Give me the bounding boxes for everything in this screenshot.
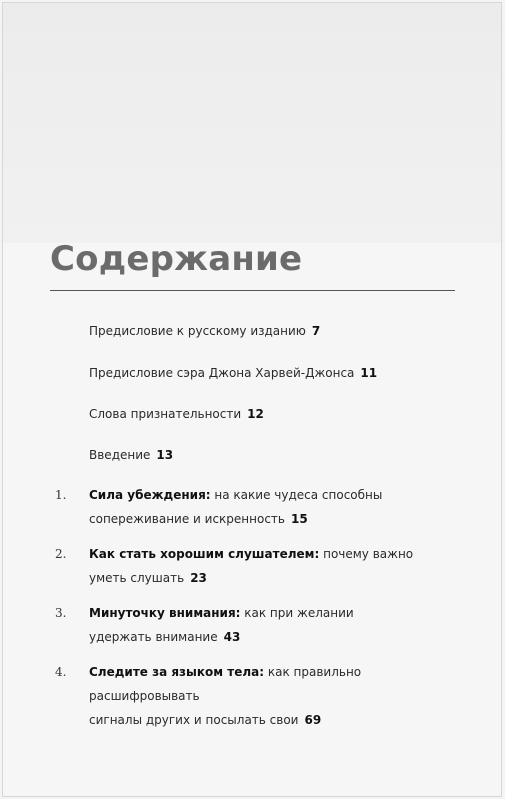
- toc-entry-text: [89, 361, 419, 385]
- chapter-subtitle-line1: почему важно: [319, 547, 414, 561]
- chapter-title: Как стать хорошим слушателем:: [89, 547, 320, 561]
- chapter-number: 3.: [55, 606, 67, 620]
- toc-page-number: 23: [190, 571, 207, 585]
- toc-page-number: 11: [360, 366, 378, 380]
- toc-page-number: 7: [311, 324, 321, 338]
- toc-page-number: 13: [156, 448, 174, 462]
- chapter-subtitle-line2: уметь слушать: [89, 571, 185, 585]
- toc-entry-text: [89, 483, 419, 531]
- page-title: Содержание: [50, 239, 303, 279]
- chapter-subtitle-line1: как правильно расшифровывать: [89, 665, 362, 703]
- toc-page-number: 43: [223, 630, 241, 644]
- toc-entry-title: Введение: [89, 448, 151, 462]
- toc-entry-title: Предисловие к русскому изданию: [89, 324, 306, 338]
- chapter-subtitle-line2: сигналы других и посылать свои: [89, 713, 299, 727]
- toc-entry-text: [89, 660, 419, 732]
- chapter-subtitle-line1: как при желании: [240, 606, 354, 620]
- chapter-title: Минуточку внимания:: [89, 606, 241, 620]
- chapter-subtitle-line2: удержать внимание: [89, 630, 218, 644]
- chapter-number: 4.: [55, 665, 67, 679]
- chapter-subtitle-line2: сопереживание и искренность: [89, 512, 285, 526]
- chapter-title: Сила убеждения:: [89, 488, 211, 502]
- chapter-number: 2.: [55, 547, 67, 561]
- chapter-subtitle-line1: на какие чудеса способны: [210, 488, 383, 502]
- toc-entry-text: [89, 402, 419, 426]
- toc-entry-text: [89, 319, 419, 343]
- toc-page-number: 15: [291, 512, 308, 526]
- toc-entry-text: [89, 601, 419, 649]
- toc-page-number: 12: [247, 407, 264, 421]
- toc-entry-text: [89, 443, 419, 467]
- chapter-title: Следите за языком тела:: [89, 665, 265, 679]
- toc-page-number: 69: [304, 713, 322, 727]
- toc-entry-title: Слова признательности: [89, 407, 242, 421]
- toc-entry-text: [89, 542, 419, 590]
- table-of-contents: [3, 3, 501, 796]
- toc-entry-title: Предисловие сэра Джона Харвей-Джонса: [89, 366, 355, 380]
- chapter-number: 1.: [55, 488, 67, 502]
- book-page: [2, 2, 502, 797]
